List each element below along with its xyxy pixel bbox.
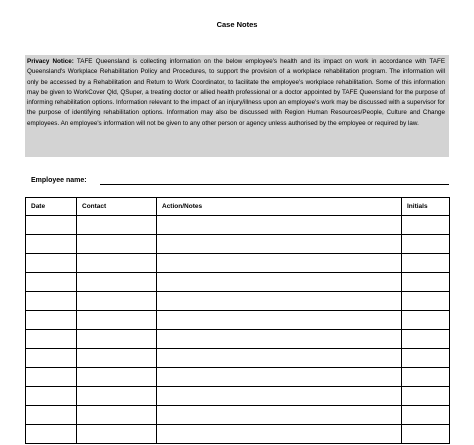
table-cell-initials[interactable] bbox=[402, 254, 450, 273]
table-cell-action-notes[interactable] bbox=[157, 292, 402, 311]
table-cell-initials[interactable] bbox=[402, 292, 450, 311]
employee-name-label: Employee name: bbox=[31, 177, 87, 184]
table-row bbox=[26, 349, 450, 368]
table-cell-contact[interactable] bbox=[77, 311, 157, 330]
table-cell-contact[interactable] bbox=[77, 368, 157, 387]
table-row bbox=[26, 216, 450, 235]
table-header-row bbox=[26, 198, 450, 216]
table-cell-initials[interactable] bbox=[402, 406, 450, 425]
table-cell-date[interactable] bbox=[26, 216, 77, 235]
table-cell-contact[interactable] bbox=[77, 406, 157, 425]
employee-name-field[interactable] bbox=[100, 184, 449, 185]
table-cell-action-notes[interactable] bbox=[157, 254, 402, 273]
table-cell-date[interactable] bbox=[26, 235, 77, 254]
table-cell-action-notes[interactable] bbox=[157, 406, 402, 425]
table-cell-action-notes[interactable] bbox=[157, 387, 402, 406]
table-cell-contact[interactable] bbox=[77, 425, 157, 444]
table-cell-initials[interactable] bbox=[402, 349, 450, 368]
table-cell-action-notes[interactable] bbox=[157, 216, 402, 235]
table-cell-date[interactable] bbox=[26, 273, 77, 292]
column-header-initials: Initials bbox=[402, 198, 450, 216]
table-cell-contact[interactable] bbox=[77, 216, 157, 235]
table-cell-initials[interactable] bbox=[402, 235, 450, 254]
table-row bbox=[26, 273, 450, 292]
table-cell-date[interactable] bbox=[26, 330, 77, 349]
table-cell-initials[interactable] bbox=[402, 330, 450, 349]
table-row bbox=[26, 311, 450, 330]
table-cell-action-notes[interactable] bbox=[157, 349, 402, 368]
table-cell-contact[interactable] bbox=[77, 292, 157, 311]
table-body bbox=[26, 216, 450, 444]
table-row bbox=[26, 292, 450, 311]
privacy-notice-text: TAFE Queensland is collecting information on the below employee's health and its impact on work in accordance with TAFE Queensland's Workplace Rehabilitation Policy and Procedures, to support the provision of a workplace rehabilitation program. The information will only be accessed by a Rehabilitation and Return to Work Coordinator, to facilitate the employee's workplace rehabilitation. Some of this information may be given to WorkCover Qld, QSuper, a treating doctor or allied health professional or a doctor appointed by TAFE Queensland for the purpose of informing rehabilitation options. Information relevant to the impact of an injury/illness upon an employee's work may be discussed with a supervisor for the purpose of identifying rehabilitation options. Information may also be discussed with Region Human Resources/People, Culture and Change employees. An employee's information will not be given to any other person or agency unless authorised by the employee or required by law. bbox=[27, 58, 446, 127]
privacy-notice-label: Privacy Notice: bbox=[27, 58, 74, 65]
column-header-contact: Contact bbox=[77, 198, 157, 216]
table-cell-action-notes[interactable] bbox=[157, 273, 402, 292]
table-cell-contact[interactable] bbox=[77, 254, 157, 273]
column-header-action-notes: Action/Notes bbox=[157, 198, 402, 216]
table-cell-contact[interactable] bbox=[77, 330, 157, 349]
table-row bbox=[26, 425, 450, 444]
table-row bbox=[26, 330, 450, 349]
table-cell-action-notes[interactable] bbox=[157, 425, 402, 444]
table-cell-contact[interactable] bbox=[77, 349, 157, 368]
case-notes-table bbox=[25, 197, 450, 444]
table-cell-contact[interactable] bbox=[77, 273, 157, 292]
table-cell-initials[interactable] bbox=[402, 273, 450, 292]
page-title: Case Notes bbox=[216, 20, 258, 29]
table-row bbox=[26, 254, 450, 273]
column-header-date: Date bbox=[26, 198, 77, 216]
table-cell-initials[interactable] bbox=[402, 425, 450, 444]
privacy-notice bbox=[25, 55, 449, 157]
table-cell-date[interactable] bbox=[26, 406, 77, 425]
table-cell-action-notes[interactable] bbox=[157, 330, 402, 349]
table-cell-action-notes[interactable] bbox=[157, 368, 402, 387]
table-cell-action-notes[interactable] bbox=[157, 235, 402, 254]
table-row bbox=[26, 368, 450, 387]
table-cell-date[interactable] bbox=[26, 311, 77, 330]
table-cell-date[interactable] bbox=[26, 425, 77, 444]
table-cell-date[interactable] bbox=[26, 387, 77, 406]
table-row bbox=[26, 235, 450, 254]
table-cell-date[interactable] bbox=[26, 349, 77, 368]
table-cell-initials[interactable] bbox=[402, 368, 450, 387]
table-cell-contact[interactable] bbox=[77, 235, 157, 254]
table-cell-initials[interactable] bbox=[402, 387, 450, 406]
table-cell-contact[interactable] bbox=[77, 387, 157, 406]
table-cell-date[interactable] bbox=[26, 254, 77, 273]
table-cell-action-notes[interactable] bbox=[157, 311, 402, 330]
table-row bbox=[26, 406, 450, 425]
table-cell-date[interactable] bbox=[26, 368, 77, 387]
table-cell-initials[interactable] bbox=[402, 311, 450, 330]
table-cell-initials[interactable] bbox=[402, 216, 450, 235]
table-row bbox=[26, 387, 450, 406]
table-cell-date[interactable] bbox=[26, 292, 77, 311]
